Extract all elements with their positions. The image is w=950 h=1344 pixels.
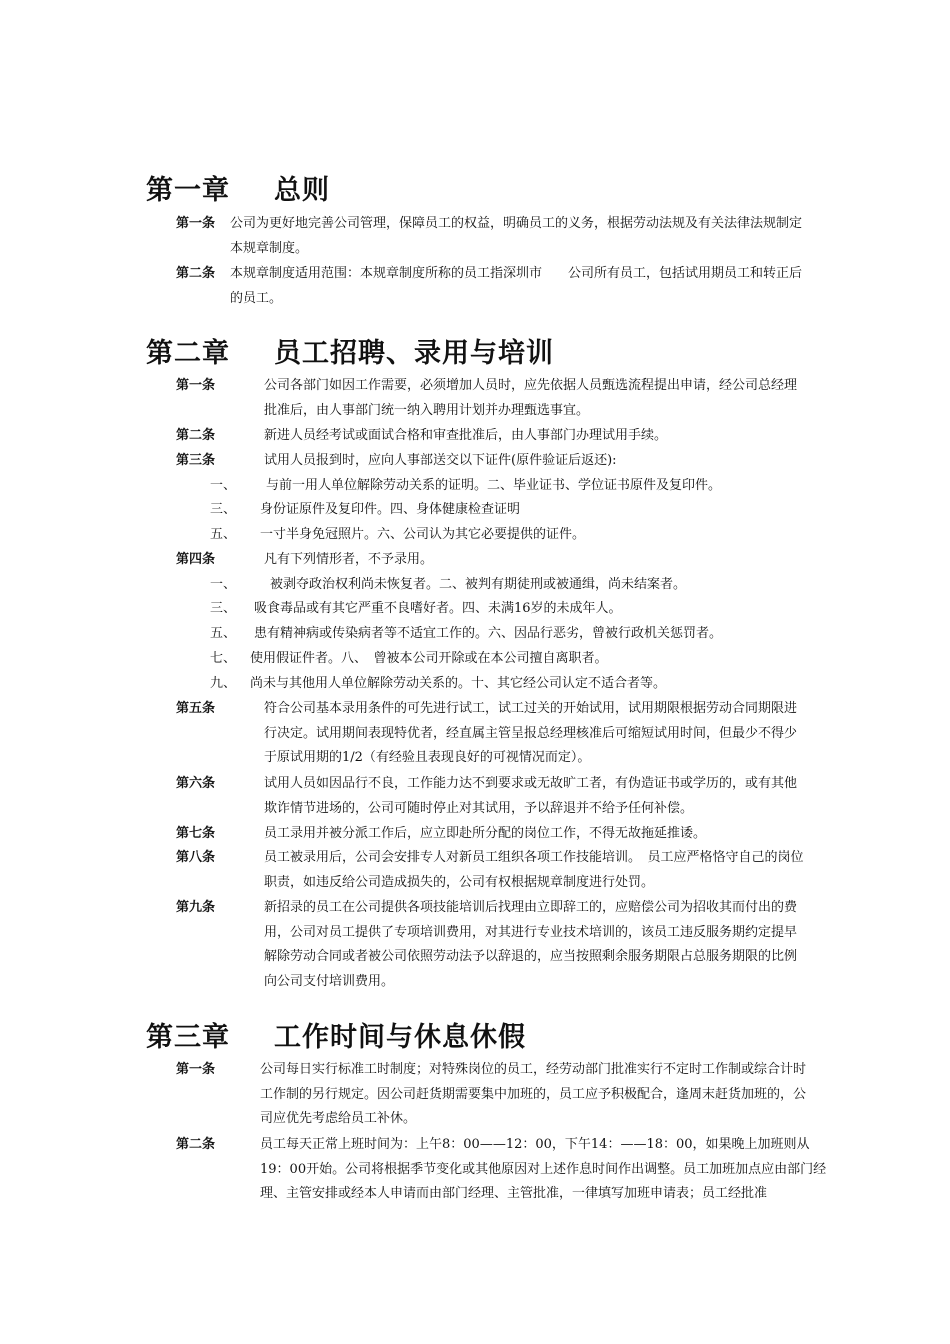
chapter-number: 第三章: [146, 1022, 230, 1053]
article: [176, 772, 816, 821]
article-label: 第七条: [176, 826, 216, 841]
article-text: 凡有下列情形者，不予录用。: [264, 552, 434, 567]
list-marker: 七、: [210, 651, 237, 666]
article-label: 第一条: [176, 378, 216, 393]
article: [176, 697, 816, 771]
article-label: 第一条: [176, 1062, 216, 1077]
list-text: 被剥夺政治权利尚未恢复者。二、被判有期徒刑或被通缉，尚未结案者。: [270, 577, 687, 592]
article: [176, 374, 816, 423]
list-item: [210, 498, 520, 523]
article-label: 第二条: [176, 266, 216, 281]
list-marker: 五、: [210, 527, 237, 542]
article: [176, 1133, 827, 1207]
chapter-number: 第二章: [146, 338, 230, 369]
article: [176, 1058, 816, 1132]
list-marker: 三、: [210, 502, 237, 517]
chapter-heading: [146, 1015, 526, 1054]
chapter-number: 第一章: [146, 175, 230, 206]
list-marker: 九、: [210, 676, 237, 691]
chapter-title: 总则: [274, 175, 330, 206]
article-text: 公司各部门如因工作需要，必须增加人员时，应先依据人员甄选流程提出申请，经公司总经理批准后，由人事部门统一纳入聘用计划并办理甄选事宜。: [264, 378, 798, 418]
article-label: 第八条: [176, 850, 216, 865]
article-text: 新招录的员工在公司提供各项技能培训后找理由立即辞工的，应赔偿公司为招收其而付出的费用，公司对员工提供了专项培训费用，对其进行专业技术培训的，该员工违反服务期约定提早解除劳动合同或者被公司依照劳动法予以辞退的，应当按照剩余服务期限占总服务期限的比例向公司支付培训费用。: [264, 900, 798, 989]
article: [176, 846, 816, 895]
list-marker: 一、: [210, 478, 237, 493]
article: [176, 262, 816, 311]
article-label: 第二条: [176, 1137, 216, 1152]
article-text: 试用人员如因品行不良，工作能力达不到要求或无故旷工者，有伪造证书或学历的，或有其他欺诈情节进场的，公司可随时停止对其试用，予以辞退并不给予任何补偿。: [264, 776, 798, 816]
chapter-heading: [146, 168, 330, 207]
list-item: [210, 622, 722, 647]
article-text: 试用人员报到时，应向人事部送交以下证件(原件验证后返还):: [264, 453, 617, 468]
article-text: 新进人员经考试或面试合格和审查批准后，由人事部门办理试用手续。: [264, 428, 668, 443]
article-label: 第一条: [176, 216, 216, 231]
article-text: 员工录用并被分派工作后，应立即赴所分配的岗位工作，不得无故拖延推诿。: [264, 826, 707, 841]
article-text: 本规章制度适用范围：本规章制度所称的员工指深圳市 公司所有员工，包括试用期员工和转正后的员工。: [230, 266, 803, 306]
list-text: 尚未与其他用人单位解除劳动关系的。十、其它经公司认定不适合者等。: [250, 676, 667, 691]
chapter-title: 工作时间与休息休假: [274, 1022, 526, 1053]
article-label: 第五条: [176, 701, 216, 716]
list-item: [210, 647, 608, 672]
article: [176, 424, 816, 449]
list-item: [210, 573, 686, 598]
article-text: 公司每日实行标准工时制度；对特殊岗位的员工，经劳动部门批准实行不定时工作制或综合计时工作制的另行规定。因公司赶货期需要集中加班的，员工应予积极配合，逢周末赶货加班的，公司应优先考虑给员工补休。: [260, 1062, 807, 1126]
list-item: [210, 474, 721, 499]
article-label: 第二条: [176, 428, 216, 443]
list-text: 使用假证件者。八、 曾被本公司开除或在本公司擅自离职者。: [250, 651, 608, 666]
article-text: 员工每天正常上班时间为：上午8：00——12：00，下午14：——18：00，如果晚上加班则从19：00开始。公司将根据季节变化或其他原因对上述作息时间作出调整。员工加班加点应由部门经理、主管安排或经本人申请而由部门经理、主管批准，一律填写加班申请表；员工经批准: [260, 1137, 827, 1201]
article: [176, 212, 816, 261]
article: [176, 548, 816, 573]
list-text: 患有精神病或传染病者等不适宜工作的。六、因品行恶劣，曾被行政机关惩罚者。: [254, 626, 723, 641]
article-text: 符合公司基本录用条件的可先进行试工，试工过关的开始试用，试用期限根据劳动合同期限进行决定。试用期间表现特优者，经直属主管呈报总经理核准后可缩短试用时间，但最少不得少于原试用期的1/2（有经验且表现良好的可视情况而定）。: [264, 701, 798, 765]
list-text: 一寸半身免冠照片。六、公司认为其它必要提供的证件。: [260, 527, 586, 542]
article-text: 员工被录用后，公司会安排专人对新员工组织各项工作技能培训。 员工应严格恪守自己的岗位职责，如违反给公司造成损失的，公司有权根据规章制度进行处罚。: [264, 850, 804, 890]
article-label: 第四条: [176, 552, 216, 567]
article: [176, 896, 816, 994]
article-text: 公司为更好地完善公司管理，保障员工的权益，明确员工的义务，根据劳动法规及有关法律法规制定本规章制度。: [230, 216, 803, 256]
chapter-title: 员工招聘、录用与培训: [274, 338, 554, 369]
list-item: [210, 523, 585, 548]
list-text: 与前一用人单位解除劳动关系的证明。二、毕业证书、学位证书原件及复印件。: [266, 478, 722, 493]
list-marker: 三、: [210, 601, 237, 616]
list-marker: 一、: [210, 577, 237, 592]
article-label: 第六条: [176, 776, 216, 791]
chapter-heading: [146, 331, 554, 370]
list-item: [210, 597, 622, 622]
article-label: 第三条: [176, 453, 216, 468]
article: [176, 822, 816, 847]
list-item: [210, 672, 666, 697]
article-label: 第九条: [176, 900, 216, 915]
article: [176, 449, 816, 474]
list-text: 吸食毒品或有其它严重不良嗜好者。四、未满16岁的未成年人。: [254, 601, 622, 616]
list-marker: 五、: [210, 626, 237, 641]
list-text: 身份证原件及复印件。四、身体健康检查证明: [260, 502, 521, 517]
